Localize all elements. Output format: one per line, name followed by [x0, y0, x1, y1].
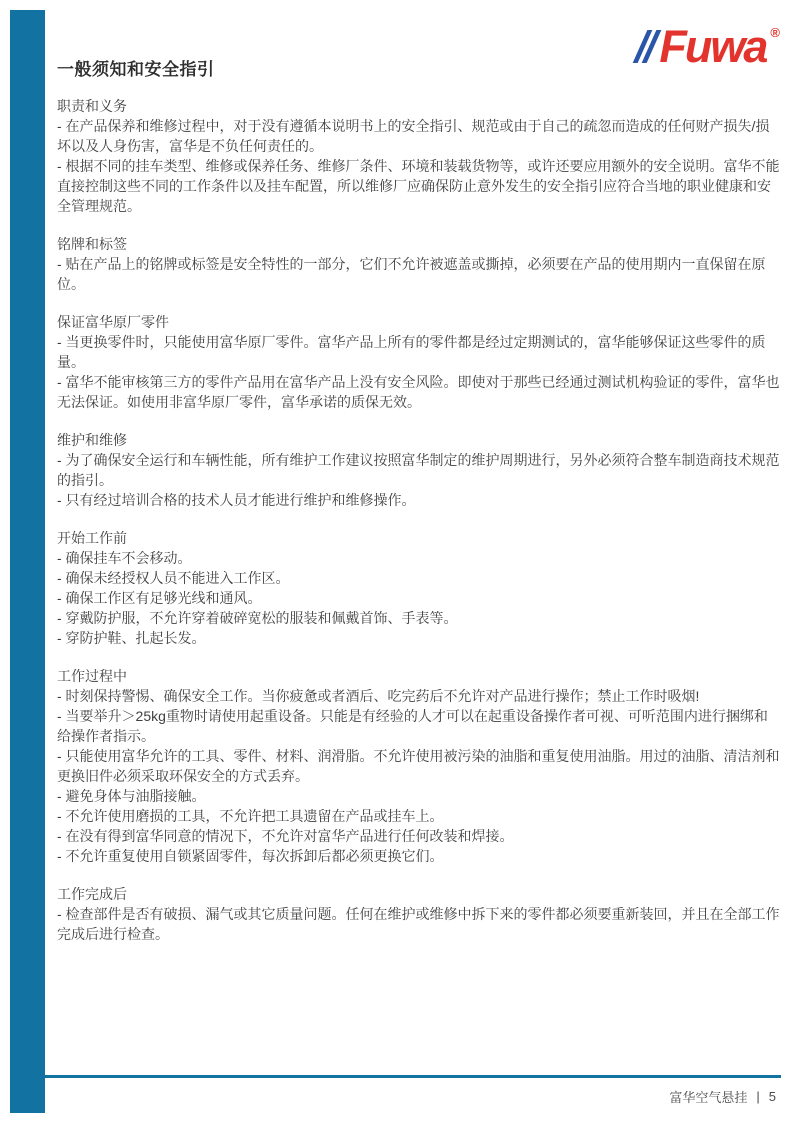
registered-trademark-icon: ®: [770, 25, 780, 40]
section-line: - 当要举升＞25kg重物时请使用起重设备。只能是有经验的人才可以在起重设备操作者可视、可听范围内进行捆绑和给操作者指示。: [57, 708, 768, 744]
section-line: - 富华不能审核第三方的零件产品用在富华产品上没有安全风险。即使对于那些已经通过测试机构验证的零件，富华也无法保证。如使用非富华原厂零件，富华承诺的质保无效。: [57, 374, 780, 410]
footer-separator: |: [756, 1089, 760, 1104]
section-line: - 贴在产品上的铭牌或标签是安全特性的一部分，它们不允许被遮盖或撕掉，必须要在产品的使用期内一直保留在原位。: [57, 256, 766, 292]
fuwa-logo: [640, 21, 780, 72]
page-title: 一般须知和安全指引: [57, 60, 215, 79]
section: [57, 234, 781, 294]
logo-text: Fuwa: [659, 21, 767, 72]
section-line: - 避免身体与油脂接触。: [57, 788, 206, 804]
section: [57, 884, 781, 944]
section-line: - 在产品保养和维修过程中，对于没有遵循本说明书上的安全指引、规范或由于自己的疏忽而造成的任何财产损失/损坏以及人身伤害，富华是不负任何责任的。: [57, 118, 770, 154]
section: [57, 430, 781, 510]
sections-container: [57, 96, 781, 944]
footer: [669, 1087, 776, 1106]
section-line: - 当更换零件时，只能使用富华原厂零件。富华产品上所有的零件都是经过定期测试的，富华能够保证这些零件的质量。: [57, 334, 766, 370]
section-heading: 维护和维修: [57, 432, 127, 448]
content-area: [57, 96, 781, 944]
section-line: - 检查部件是否有破损、漏气或其它质量问题。任何在维护或维修中拆下来的零件都必须要重新装回，并且在全部工作完成后进行检查。: [57, 906, 780, 942]
section: [57, 666, 781, 866]
section: [57, 312, 781, 412]
section-line: - 时刻保持警惕、确保安全工作。当你疲惫或者酒后、吃完药后不允许对产品进行操作；禁止工作时吸烟!: [57, 688, 700, 704]
section-line: - 只能使用富华允许的工具、零件、材料、润滑脂。不允许使用被污染的油脂和重复使用油脂。用过的油脂、清洁剂和更换旧件必须采取环保安全的方式丢弃。: [57, 748, 780, 784]
section-line: - 确保挂车不会移动。: [57, 550, 192, 566]
section-line: - 穿防护鞋、扎起长发。: [57, 630, 206, 646]
section-line: - 穿戴防护服，不允许穿着破碎宽松的服装和佩戴首饰、手表等。: [57, 610, 458, 626]
section-heading: 铭牌和标签: [57, 236, 127, 252]
left-accent-bar: [10, 10, 45, 1113]
section-heading: 保证富华原厂零件: [57, 314, 169, 330]
section-line: - 确保工作区有足够光线和通风。: [57, 590, 262, 606]
section-heading: 开始工作前: [57, 530, 127, 546]
footer-page-number: 5: [768, 1089, 776, 1104]
section-line: - 在没有得到富华同意的情况下，不允许对富华产品进行任何改装和焊接。: [57, 828, 514, 844]
section-line: - 根据不同的挂车类型、维修或保养任务、维修厂条件、环境和装载货物等，或许还要应用额外的安全说明。富华不能直接控制这些不同的工作条件以及挂车配置，所以维修厂应确保防止意外发生的安全指引应符合当地的职业健康和安全管理规范。: [57, 158, 780, 214]
section-line: - 不允许重复使用自锁紧固零件，每次拆卸后都必须更换它们。: [57, 848, 444, 864]
section: [57, 528, 781, 648]
section-heading: 工作过程中: [57, 668, 127, 684]
section-heading: 职责和义务: [57, 98, 127, 114]
footer-doc-name: 富华空气悬挂: [669, 1090, 748, 1105]
section: [57, 96, 781, 216]
section-heading: 工作完成后: [57, 886, 127, 902]
footer-divider: [45, 1075, 781, 1078]
section-line: - 确保未经授权人员不能进入工作区。: [57, 570, 290, 586]
section-line: - 只有经过培训合格的技术人员才能进行维护和维修操作。: [57, 492, 416, 508]
section-line: - 不允许使用磨损的工具，不允许把工具遗留在产品或挂车上。: [57, 808, 444, 824]
section-line: - 为了确保安全运行和车辆性能，所有维护工作建议按照富华制定的维护周期进行，另外必须符合整车制造商技术规范的指引。: [57, 452, 780, 488]
